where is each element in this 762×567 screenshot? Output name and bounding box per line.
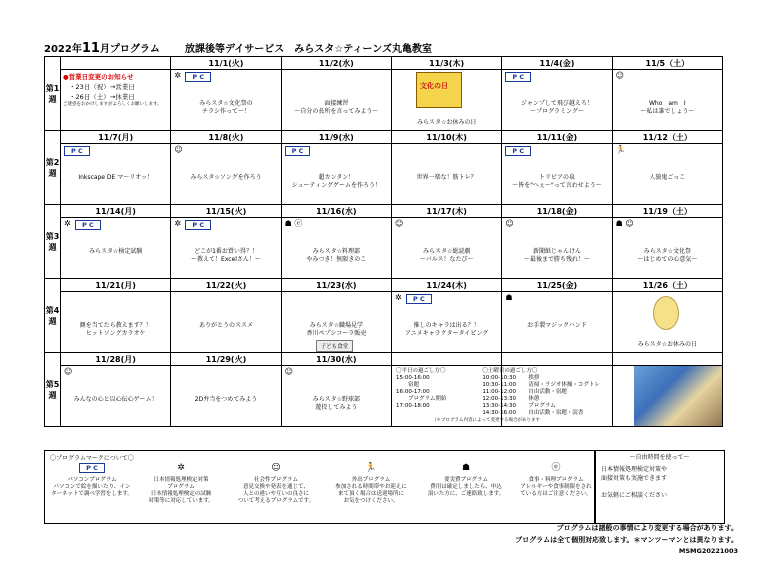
- day-header: [61, 57, 171, 70]
- program-mark-icon: ✲: [174, 219, 182, 228]
- saturday-schedule-row: [482, 396, 622, 403]
- pc-badge: P C: [64, 146, 90, 156]
- day-cell: [391, 218, 501, 279]
- footer-line1: プログラムは諸般の事情により変更する場合があります。: [556, 524, 738, 532]
- program-mark-icon: ☺: [174, 145, 183, 154]
- schedule-time: 11:00-12:00: [482, 389, 516, 395]
- schedule-activity: プログラム: [528, 403, 556, 409]
- program-calendar: [44, 56, 723, 427]
- notice-title: ●営業日変更のお知らせ: [63, 73, 134, 81]
- day-cell: [281, 292, 391, 353]
- legend-description: 社会性プログラム 意見交換や発表を通じて、 人との違いや互いの良さに ついて考えるプログラムです。: [237, 477, 315, 504]
- free-time-title: ～自由時間を使って～: [629, 454, 690, 461]
- day-header: 11/22(火): [171, 279, 281, 292]
- weekday-schedule-row: 17:00-18:00: [395, 403, 430, 409]
- program-title: トリビアの泉 ～皆を"へぇ～"って言わせよう～: [512, 174, 602, 189]
- day-header: 11/10(木): [391, 131, 501, 144]
- day-header: 11/7(月): [61, 131, 171, 144]
- legend-item: [420, 463, 512, 498]
- day-header: 11/28(月): [61, 353, 171, 366]
- program-mark-icon: ☗: [461, 463, 471, 473]
- program-mark-icon: ✲: [64, 219, 71, 228]
- culture-day-label: 文化の日: [419, 82, 448, 90]
- pc-icon: P C: [79, 463, 105, 473]
- program-title: みらスタ☆料理部 やみつき！無限きのこ: [306, 248, 367, 263]
- saturday-schedule-row: [482, 403, 622, 410]
- weekday-schedule-row: プログラム開始: [407, 396, 447, 402]
- pc-badge: P C: [406, 294, 432, 304]
- day-header: 11/30(水): [281, 353, 391, 366]
- notice-line1: ・23日（祝）→営業日: [69, 83, 135, 91]
- legend-item: [49, 463, 135, 498]
- day-header: 11/14(月): [61, 205, 171, 218]
- day-cell: [61, 144, 171, 205]
- day-cell: [171, 70, 281, 131]
- footer-code: MSMG20221003: [678, 547, 738, 555]
- day-cell: [171, 366, 281, 427]
- day-cell: [502, 70, 612, 131]
- day-header: 11/11(金): [502, 131, 612, 144]
- weekday-schedule-note: （＊プログラム内容によって変更する場合があります: [431, 418, 540, 423]
- day-cell: [612, 292, 722, 353]
- day-header: 11/18(金): [502, 205, 612, 218]
- day-cell: [61, 70, 171, 131]
- schedule-activity: 清掃・ラジオ体操・コグトレ: [528, 382, 600, 388]
- program-mark-icon: ✲: [177, 463, 185, 473]
- saturday-schedule-row: [482, 389, 622, 396]
- weekday-schedule-row: 15:00-16:00: [395, 375, 430, 381]
- program-title: みらスタ☆文化祭 ～はじめての心意気～: [637, 248, 698, 263]
- legend-description: 要実費プログラム 費用は確定しましたら、申込 頂いた方に、ご連絡致します。: [427, 477, 505, 497]
- schedule-activity: 挨拶: [528, 375, 540, 381]
- business-day-notice: [63, 72, 162, 108]
- closed-day-caption: みらスタ☆お休みの日: [416, 119, 477, 126]
- day-header: 11/19（土）: [612, 205, 722, 218]
- legend-description: 外出プログラム 参加される時間帯やお迎えに 来て頂く場合は送迎場所に お気をつけください。: [335, 477, 407, 504]
- week-label: 第1週: [45, 57, 61, 131]
- day-header: 11/5（土）: [612, 57, 722, 70]
- program-mark-icon: ☗ ⓔ: [284, 219, 303, 228]
- program-title: どこが1番お買い得？！ ～教えて！Excelさん！～: [191, 248, 261, 263]
- day-cell: [281, 366, 391, 427]
- program-title: みらスタ☆検定試験: [88, 248, 143, 255]
- program-title: 顔を当てたら教えます？！ ヒットソングカラオケ: [79, 322, 152, 337]
- program-title: 新聞紙じゃんけん ～最後まで勝ち残れ！～: [523, 248, 590, 263]
- day-cell: [502, 292, 612, 353]
- program-title: みらスタ☆文化祭の チラシ作って～！: [199, 100, 253, 115]
- notice-line3: ご迷惑をおかけしますがよろしくお願いします。: [63, 102, 162, 107]
- day-header: 11/23(水): [281, 279, 391, 292]
- pc-badge: P C: [285, 146, 311, 156]
- free-time-line1: 日本情報処理検定対策や: [601, 466, 668, 473]
- day-header: 11/9(水): [281, 131, 391, 144]
- classroom-photo: [634, 366, 722, 427]
- day-cell: [61, 366, 171, 427]
- saturday-schedule-row: [482, 382, 622, 389]
- culture-day-illustration: [416, 72, 462, 108]
- program-mark-icon: ☺: [284, 367, 293, 376]
- day-header: 11/15(火): [171, 205, 281, 218]
- program-title: ありがとうのススメ: [198, 322, 253, 329]
- program-title: Who am I ～私は誰でしょう～: [640, 100, 695, 115]
- page-title: 2022年11月プログラム: [44, 41, 160, 56]
- program-title: お手製マジックハンド: [527, 322, 587, 329]
- program-mark-icon: ☗ ☺: [615, 219, 634, 228]
- day-cell: [612, 144, 722, 205]
- notice-line2: ・26日（土）→休業日: [69, 93, 135, 101]
- day-header: [391, 353, 501, 366]
- legend-description: パソコンプログラム パソコンで絵を描いたり、イン ターネットで調べ学習をします。: [51, 477, 133, 497]
- day-header: 11/16(水): [281, 205, 391, 218]
- day-header: 11/2(水): [281, 57, 391, 70]
- schedule-time: 10:00-10:30: [482, 375, 516, 381]
- day-cell: [281, 218, 391, 279]
- day-cell: [391, 292, 501, 353]
- program-mark-icon: ☺: [394, 219, 404, 228]
- week-label: 第5週: [45, 353, 61, 427]
- day-cell: [502, 144, 612, 205]
- day-cell: [171, 144, 281, 205]
- service-title: 放課後等デイサービス みらスタ☆ティーンズ丸亀教室: [185, 44, 432, 55]
- program-title: みらスタ☆野球部 遊投してみよう: [312, 396, 361, 411]
- program-mark-legend: [44, 450, 596, 524]
- day-cell: [612, 218, 722, 279]
- schedule-activity: 自由活動・宿題・読書: [528, 410, 584, 416]
- day-header: 11/3(木): [391, 57, 501, 70]
- legend-description: 日本情報処理検定対策 プログラム 日本情報処理検定の試験 対策等に対応しています。: [148, 477, 214, 504]
- schedule-activity: 自由活動・宿題: [528, 389, 567, 395]
- pc-badge: P C: [185, 72, 211, 82]
- day-cell: [61, 218, 171, 279]
- program-title: 2D弁当をつめてみよう: [194, 396, 258, 403]
- program-title: みらスタ☆ソングを作ろう: [190, 174, 262, 181]
- day-header: 11/1(火): [171, 57, 281, 70]
- day-header: 11/25(金): [502, 279, 612, 292]
- program-mark-icon: 🏃: [365, 463, 377, 473]
- program-title: 人狼鬼ごっこ: [649, 174, 686, 181]
- schedule-time: 12:00-13:30: [482, 396, 516, 402]
- program-mark-icon: ✲: [174, 71, 182, 80]
- free-time-line3: お気軽にご相談ください: [601, 492, 668, 499]
- schedule-activity: 休憩: [528, 396, 540, 402]
- week-label: 第3週: [45, 205, 61, 279]
- day-cell: [391, 70, 501, 131]
- saturday-schedule: [482, 368, 622, 417]
- pc-badge: P C: [505, 72, 531, 82]
- day-cell: [391, 144, 501, 205]
- schedule-time: 13:30-14:30: [482, 403, 516, 409]
- saturday-schedule-row: [482, 375, 622, 382]
- weekday-schedule-row: 宿題: [407, 382, 419, 388]
- week-label: 第4週: [45, 279, 61, 353]
- legend-item: [135, 463, 227, 505]
- day-header: 11/29(火): [171, 353, 281, 366]
- program-mark-icon: ☺: [64, 367, 73, 376]
- chick-illustration: [653, 296, 679, 330]
- program-title: 世界一楽な！筋トレ？: [416, 174, 477, 181]
- legend-description: 食事・料理プログラム アレルギーや食事制限をされ ている方はご注意ください。: [520, 477, 592, 497]
- program-mark-icon: ☗: [505, 293, 513, 302]
- day-header: 11/17(木): [391, 205, 501, 218]
- pc-badge: P C: [75, 220, 101, 230]
- schedule-time: 10:30-11:00: [482, 382, 516, 388]
- saturday-schedule-title: 〇土曜日の過ごし方〇: [482, 368, 538, 374]
- day-cell: [502, 218, 612, 279]
- weekday-schedule: [396, 368, 446, 410]
- day-cell: [61, 292, 171, 353]
- week-label: 第2週: [45, 131, 61, 205]
- schedule-time: 14:30-16:00: [482, 410, 516, 416]
- weekday-schedule-title: 〇平日の過ごし方〇: [395, 368, 446, 374]
- program-title: みらスタ☆職場見学 香川ペプシコーラ販売: [306, 322, 367, 337]
- pc-badge: P C: [505, 146, 531, 156]
- free-time-line2: 面接対策も実施できます: [601, 475, 668, 482]
- program-mark-icon: ⓔ: [551, 463, 561, 473]
- program-mark-icon: ☺: [615, 71, 624, 80]
- day-header: 11/26（土）: [612, 279, 722, 292]
- program-title: ジャンプして飛び越えろ！ ～プログラミング～: [521, 100, 593, 115]
- program-mark-icon: 🏃: [615, 145, 626, 154]
- program-title: 面接練習 ～自分の長所を言ってみよう～: [294, 100, 379, 115]
- day-header: [502, 353, 612, 366]
- program-title: 推しのキャラは出る？！ アニメキャラクタータイピング: [404, 322, 489, 337]
- day-header: 11/8(火): [171, 131, 281, 144]
- legend-item: [230, 463, 322, 505]
- legend-title: 〇プログラムマークについて〇: [50, 455, 134, 462]
- day-cell: [171, 218, 281, 279]
- free-time-box: [594, 450, 725, 524]
- day-header: 11/24(木): [391, 279, 501, 292]
- program-title: みんなの心と以心伝心ゲーム！: [73, 396, 158, 403]
- day-header: [612, 353, 722, 366]
- day-header: 11/4(金): [502, 57, 612, 70]
- day-cell: [612, 366, 722, 427]
- saturday-schedule-row: [482, 410, 622, 417]
- closed-day-caption: みらスタ☆お休みの日: [637, 341, 698, 348]
- day-cell: [612, 70, 722, 131]
- program-mark-icon: ☺: [505, 219, 514, 228]
- program-title: 超カンタン！ シューティングゲームを作ろう！: [291, 174, 381, 189]
- pc-badge: P C: [185, 220, 211, 230]
- day-header: 11/12（土）: [612, 131, 722, 144]
- day-cell: [171, 292, 281, 353]
- program-title: みらスタ☆総読劇 ～バルス！なたび～: [419, 248, 474, 263]
- program-mark-icon: ☺: [271, 463, 281, 473]
- day-cell: [281, 144, 391, 205]
- program-mark-icon: ✲: [394, 293, 402, 302]
- legend-item: [325, 463, 417, 505]
- weekday-schedule-row: 16:00-17:00: [395, 389, 430, 395]
- day-cell: [281, 70, 391, 131]
- day-header: 11/21(月): [61, 279, 171, 292]
- legend-item: [510, 463, 602, 498]
- footer-line2: プログラムは全て個別対応致します。＊マンツーマンとは異なります。: [515, 536, 738, 544]
- kodomo-shokudo-label: 子ども食堂: [316, 340, 354, 352]
- program-title: Inkscape DE マ～リオッ！: [78, 174, 153, 181]
